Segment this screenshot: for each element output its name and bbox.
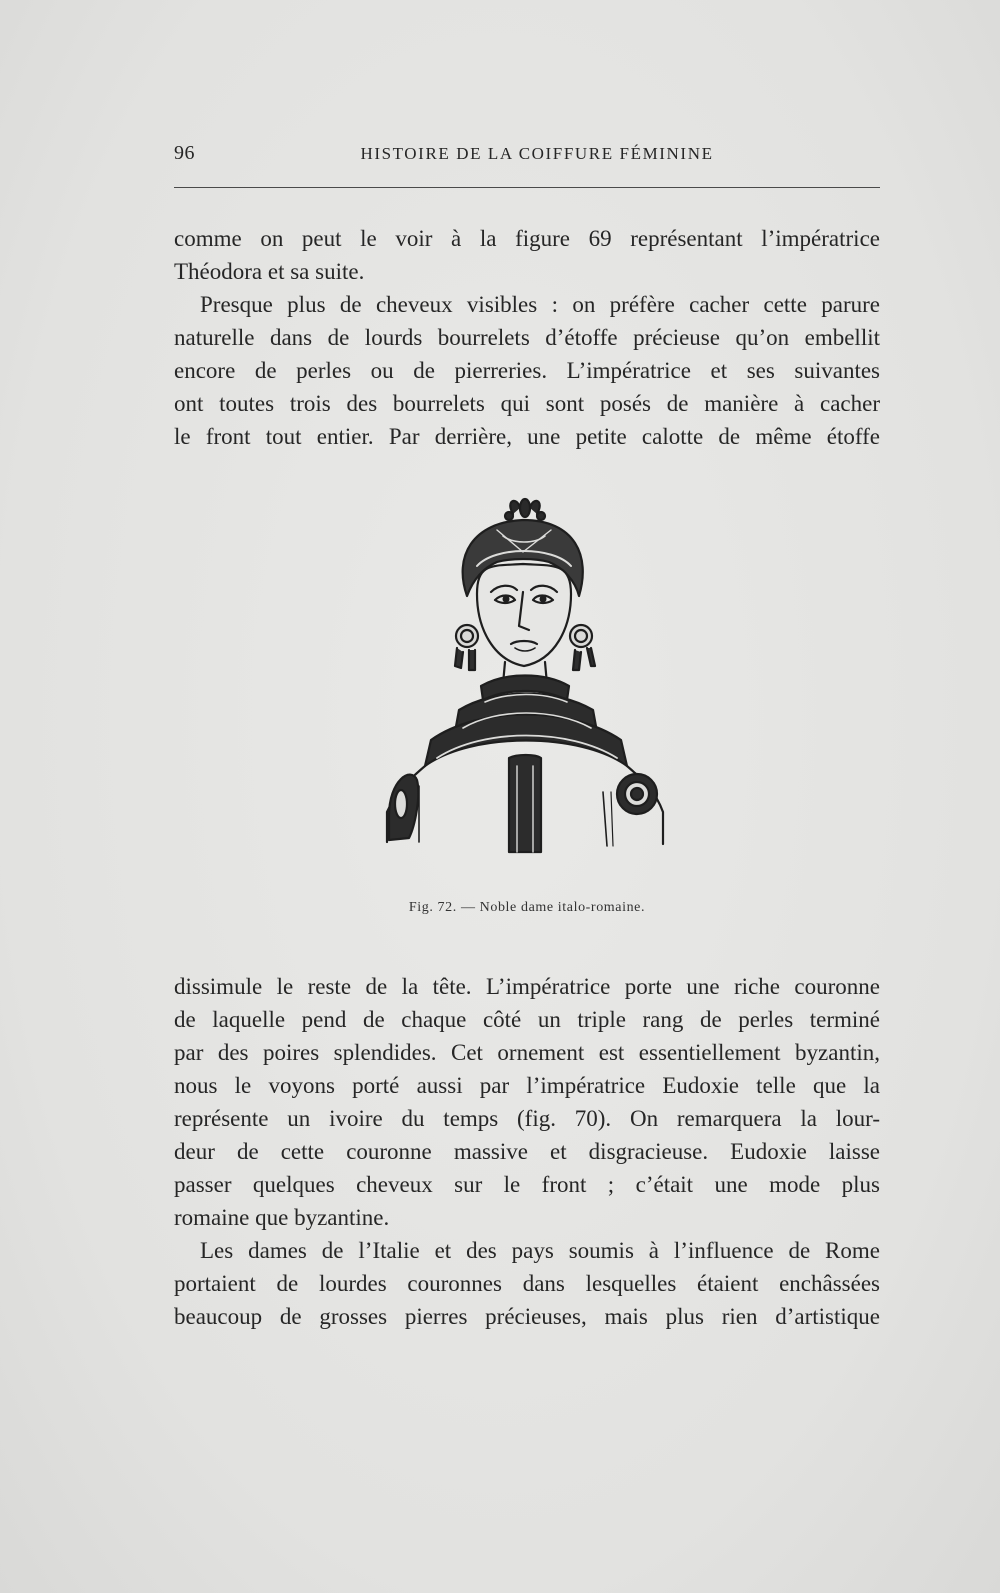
- running-title: HISTOIRE DE LA COIFFURE FÉMININE: [360, 144, 714, 163]
- text-line: par des poires splendides. Cet ornement est essentiellement byzantin,: [174, 1040, 880, 1065]
- text-line: de laquelle pend de chaque côté un triple rang de perles terminé: [174, 1007, 880, 1032]
- text-line: représente un ivoire du temps (fig. 70). On remarquera la lour-: [174, 1106, 880, 1131]
- text-line: portaient de lourdes couronnes dans lesquelles étaient enchâssées: [174, 1271, 880, 1296]
- page-number: 96: [174, 142, 195, 164]
- text-line: ont toutes trois des bourrelets qui sont posés de manière à cacher: [174, 391, 880, 416]
- page-header: [174, 142, 880, 172]
- text-line: comme on peut le voir à la figure 69 représentant l’impératrice: [174, 226, 880, 251]
- text-block-top: [174, 222, 880, 453]
- text-line: deur de cette couronne massive et disgracieuse. Eudoxie laisse: [174, 1139, 880, 1164]
- figure-caption: Fig. 72. — Noble dame italo-romaine.: [408, 900, 646, 915]
- text-line: beaucoup de grosses pierres précieuses, mais plus rien d’artistique: [174, 1304, 880, 1329]
- text-line: Les dames de l’Italie et des pays soumis à l’influence de Rome: [200, 1238, 880, 1263]
- text-line: naturelle dans de lourds bourrelets d’étoffe précieuse qu’on embellit: [174, 325, 880, 350]
- text-line: dissimule le reste de la tête. L’impératrice porte une riche couronne: [174, 974, 880, 999]
- text-line: Théodora et sa suite.: [174, 259, 365, 284]
- text-line: Presque plus de cheveux visibles : on préfère cacher cette parure: [200, 292, 880, 317]
- text-line: romaine que byzantine.: [174, 1205, 390, 1230]
- text-line: passer quelques cheveux sur le front ; c’était une mode plus: [174, 1172, 880, 1197]
- text-line: encore de perles ou de pierreries. L’impératrice et ses suivantes: [174, 358, 880, 383]
- text-line: le front tout entier. Par derrière, une petite calotte de même étoffe: [174, 424, 880, 449]
- header-rule: [174, 187, 880, 188]
- noble-lady-illustration: [385, 496, 675, 866]
- text-block-bottom: [174, 970, 880, 1333]
- text-line: nous le voyons porté aussi par l’impératrice Eudoxie telle que la: [174, 1073, 880, 1098]
